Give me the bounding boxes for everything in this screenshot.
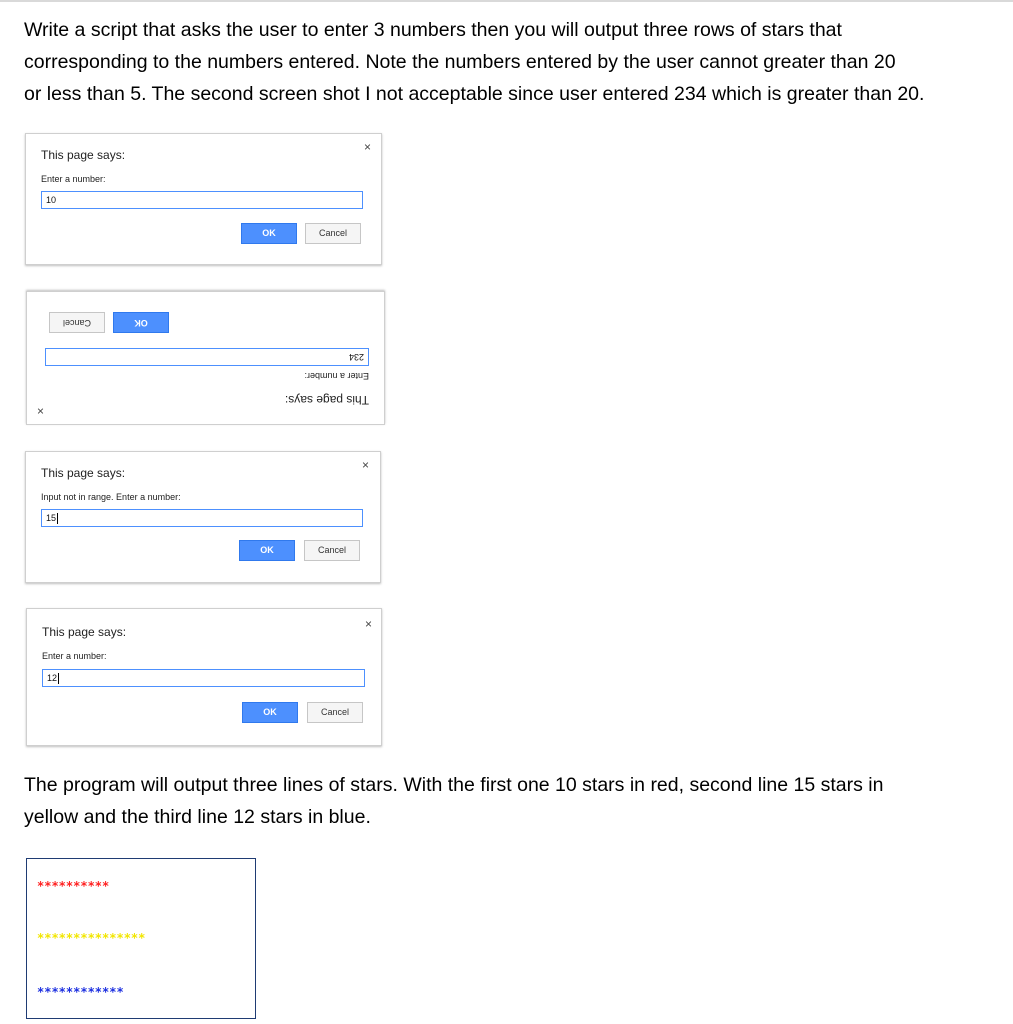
dialog-prompt: Enter a number: bbox=[304, 371, 369, 381]
dialog-title: This page says: bbox=[42, 625, 127, 639]
number-input-value: 234 bbox=[348, 352, 364, 362]
dialog-prompt: Enter a number: bbox=[41, 174, 106, 184]
prompt-dialog-1 bbox=[25, 133, 382, 265]
number-input-value: 15 bbox=[46, 513, 57, 523]
ok-button[interactable]: OK bbox=[113, 312, 169, 333]
close-icon[interactable]: × bbox=[362, 458, 370, 472]
star-row-yellow: *************** bbox=[37, 931, 146, 945]
text-cursor bbox=[58, 673, 59, 684]
dialog-title: This page says: bbox=[284, 393, 369, 407]
number-input-value: 12 bbox=[47, 673, 58, 683]
cancel-button[interactable]: Cancel bbox=[49, 312, 105, 333]
explanation-line-2: yellow and the third line 12 stars in blue. bbox=[24, 806, 371, 828]
star-row-blue: ************ bbox=[37, 985, 124, 999]
text-cursor bbox=[57, 513, 58, 524]
close-icon[interactable]: × bbox=[36, 404, 44, 418]
cancel-button[interactable]: Cancel bbox=[304, 540, 360, 561]
question-line-1: Write a script that asks the user to enter 3 numbers then you will output three rows of stars that bbox=[24, 19, 842, 41]
number-input[interactable] bbox=[41, 191, 363, 209]
prompt-dialog-4 bbox=[26, 608, 382, 746]
ok-button[interactable]: OK bbox=[242, 702, 298, 723]
number-input[interactable] bbox=[41, 509, 363, 527]
dialog-prompt: Input not in range. Enter a number: bbox=[41, 492, 181, 502]
cancel-button[interactable]: Cancel bbox=[305, 223, 361, 244]
close-icon[interactable]: × bbox=[364, 140, 372, 154]
explanation-line-1: The program will output three lines of stars. With the first one 10 stars in red, second line 15 stars in bbox=[24, 774, 884, 796]
cancel-button[interactable]: Cancel bbox=[307, 702, 363, 723]
number-input-value: 10 bbox=[46, 195, 57, 205]
prompt-dialog-2-upside-down bbox=[26, 291, 385, 425]
close-icon[interactable]: × bbox=[365, 617, 373, 631]
top-divider bbox=[0, 0, 1013, 2]
question-line-3: or less than 5. The second screen shot I not acceptable since user entered 234 which is greater than 20. bbox=[24, 83, 925, 105]
star-row-red: ********** bbox=[37, 879, 110, 893]
prompt-dialog-3 bbox=[25, 451, 381, 583]
dialog-title: This page says: bbox=[41, 466, 126, 480]
ok-button[interactable]: OK bbox=[239, 540, 295, 561]
ok-button[interactable]: OK bbox=[241, 223, 297, 244]
star-output-box bbox=[26, 858, 256, 1019]
dialog-title: This page says: bbox=[41, 148, 126, 162]
number-input[interactable] bbox=[45, 348, 369, 366]
question-line-2: corresponding to the numbers entered. Note the numbers entered by the user cannot greater than 20 bbox=[24, 51, 896, 73]
dialog-prompt: Enter a number: bbox=[42, 651, 107, 661]
number-input[interactable] bbox=[42, 669, 365, 687]
